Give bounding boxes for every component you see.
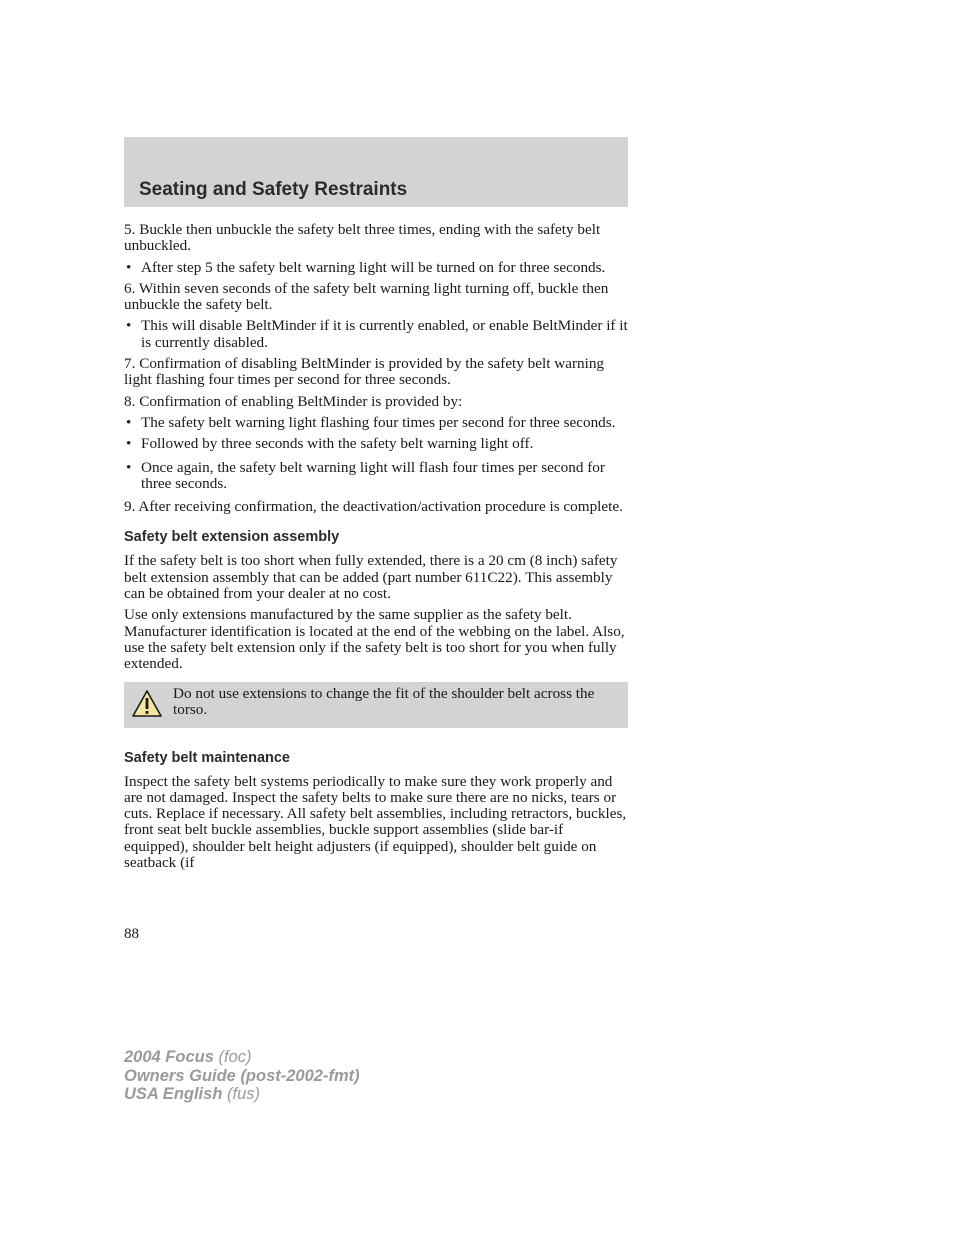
footer-line-model [124, 1048, 360, 1067]
bullet-text: Once again, the safety belt warning light will flash four times per second for three seconds. [141, 458, 605, 492]
page-number: 88 [124, 926, 139, 942]
bullet-text: The safety belt warning light flashing four times per second for three seconds. [141, 413, 616, 431]
bullet-item [124, 460, 628, 493]
warning-box [124, 682, 628, 728]
bullet-icon: • [126, 317, 132, 335]
warning-text: Do not use extensions to change the fit of the shoulder belt across the torso. [173, 684, 595, 718]
bullet-item [124, 415, 628, 431]
bullet-item [124, 436, 628, 452]
heading-extension-assembly: Safety belt extension assembly [124, 529, 340, 546]
bullet-item [124, 318, 628, 351]
section-header [124, 137, 628, 207]
bullet-text: Followed by three seconds with the safety belt warning light off. [141, 435, 534, 453]
maintenance-paragraph: Inspect the safety belt systems periodically to make sure they work properly and are not damaged. Inspect the safety belts to make sure there are no nicks, tears or cuts. Replace if necessary. All safety belt assemblies, including retractors, buckles, front seat belt buckle assemblies, buckle support assemblies (slide bar-if equipped), shoulder belt height adjusters (if equipped), shoulder belt guide on seatback (if [124, 772, 627, 872]
footer-line-language [124, 1085, 360, 1104]
footer-guide: Owners Guide (post-2002-fmt) [124, 1066, 360, 1085]
footer-language: USA English [124, 1085, 223, 1103]
extension-paragraph-2: Use only extensions manufactured by the same supplier as the safety belt. Manufacturer identification is located at the end of the webbing on the label. Also, use the safety belt extension only if the safety belt is too short for you when fully extended. [124, 606, 625, 673]
footer-model: 2004 Focus [124, 1048, 214, 1066]
footer-model-code: (foc) [218, 1048, 252, 1066]
bullet-text: This will disable BeltMinder if it is currently enabled, or enable BeltMinder if it is currently disabled. [141, 317, 628, 351]
bullet-item [124, 260, 628, 276]
bullet-icon: • [126, 435, 132, 453]
heading-maintenance: Safety belt maintenance [124, 749, 290, 766]
extension-paragraph-1: If the safety belt is too short when fully extended, there is a 20 cm (8 inch) safety belt extension assembly that can be added (part number 611C22). This assembly can be obtained from your dealer at no cost. [124, 552, 618, 603]
section-title: Seating and Safety Restraints [139, 179, 408, 200]
warning-triangle-icon [131, 689, 163, 722]
step-5: 5. Buckle then unbuckle the safety belt three times, ending with the safety belt unbuckled. [124, 221, 601, 255]
step-8: 8. Confirmation of enabling BeltMinder is provided by: [124, 392, 463, 410]
step-6: 6. Within seven seconds of the safety belt warning light turning off, buckle then unbuckle the safety belt. [124, 279, 609, 314]
step-7: 7. Confirmation of disabling BeltMinder is provided by the safety belt warning light flashing four times per second for three seconds. [124, 355, 605, 389]
footer-language-code: (fus) [227, 1085, 260, 1103]
footer-line-guide [124, 1067, 360, 1086]
page-content [124, 222, 628, 876]
bullet-icon: • [126, 258, 132, 276]
bullet-icon: • [126, 413, 132, 431]
bullet-text: After step 5 the safety belt warning light will be turned on for three seconds. [141, 258, 606, 276]
bullet-icon: • [126, 458, 132, 476]
document-footer [124, 1048, 360, 1104]
step-9: 9. After receiving confirmation, the deactivation/activation procedure is complete. [124, 498, 623, 516]
